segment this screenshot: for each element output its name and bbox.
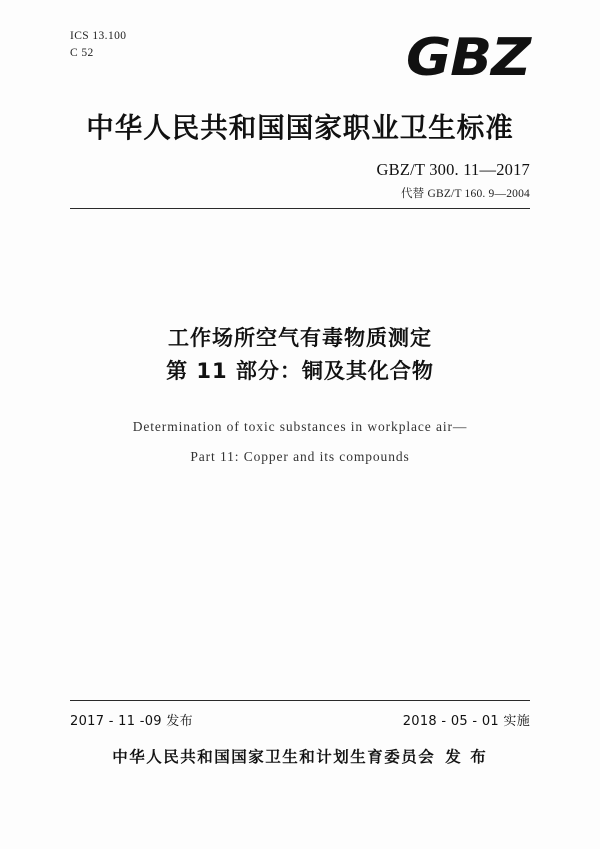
divider-top	[70, 208, 530, 209]
gbz-logo: GBZ	[405, 28, 530, 88]
class-code: C 52	[70, 46, 94, 59]
standard-number: GBZ/T 300. 11—2017	[376, 160, 530, 179]
document-title-en-line1: Determination of toxic substances in workplace air—	[132, 419, 468, 434]
document-title-en-line2: Part 11: Copper and its compounds	[190, 448, 410, 464]
document-title-cn	[70, 322, 530, 387]
document-title-cn-line2: 第 11 部分：铜及其化合物	[166, 358, 434, 383]
standard-number-block	[377, 160, 530, 201]
publisher-name: 中华人民共和国国家卫生和计划生育委员会	[112, 748, 436, 766]
classification-codes	[70, 28, 126, 61]
page-content	[70, 0, 530, 849]
document-title-cn-line1: 工作场所空气有毒物质测定	[168, 326, 432, 350]
standard-replaces: 代替 GBZ/T 160. 9—2004	[400, 188, 530, 200]
document-title-en	[70, 412, 530, 471]
publish-verb: 发 布	[445, 748, 488, 766]
ics-code: ICS 13.100	[70, 30, 127, 42]
issue-date: 2017 - 11 -09 发布	[70, 714, 193, 729]
divider-bottom	[70, 700, 530, 701]
publisher-line	[70, 745, 530, 767]
effective-date: 2018 - 05 - 01 实施	[402, 714, 530, 729]
standard-org-title: 中华人民共和国国家职业卫生标准	[86, 112, 514, 144]
